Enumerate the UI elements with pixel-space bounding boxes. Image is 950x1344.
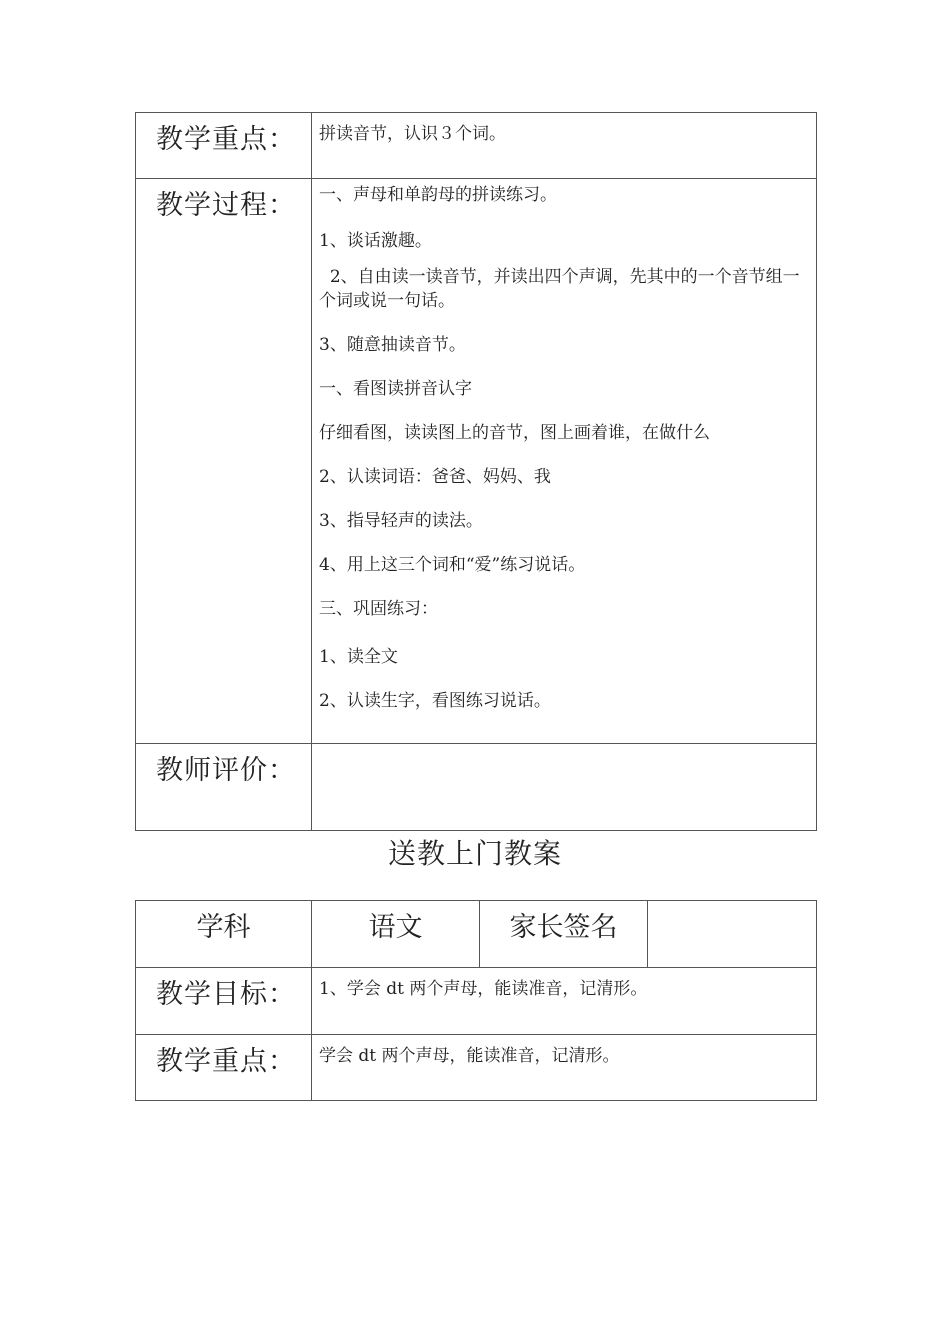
process-line: 1、读全文 <box>319 647 398 667</box>
process-line: 一、看图读拼音认字 <box>319 379 472 399</box>
process-line: 三、巩固练习： <box>319 599 438 619</box>
key-points-text-2: 学会 dt 两个声母，能读准音，记清形。 <box>312 1035 817 1101</box>
goal-text: 1、学会 dt 两个声母，能读准音，记清形。 <box>312 968 817 1035</box>
key-points-label: 教学重点： <box>136 113 312 179</box>
key-points-label-2: 教学重点： <box>136 1035 312 1101</box>
lesson-table-1 <box>135 112 817 831</box>
key-points-text: 拼读音节，认识３个词。 <box>312 113 817 179</box>
process-line: 仔细看图，读读图上的音节，图上画着谁，在做什么 <box>319 423 710 443</box>
process-line: 4、用上这三个词和“爱”练习说话。 <box>319 555 586 575</box>
process-line: 3、指导轻声的读法。 <box>319 511 483 531</box>
evaluation-cell <box>312 744 817 831</box>
page-title: 送教上门教案 <box>387 837 562 870</box>
parent-sign-value <box>648 901 817 968</box>
lesson-table-2 <box>135 900 817 1101</box>
process-line: 2、认读生字，看图练习说话。 <box>319 691 551 711</box>
goal-label: 教学目标： <box>136 968 312 1035</box>
process-line: 3、随意抽读音节。 <box>319 335 466 355</box>
process-line: 2、自由读一读音节，并读出四个声调，先其中的一个音节组一个词或说一句话。 <box>319 267 800 311</box>
process-line: 一、声母和单韵母的拼读练习。 <box>319 185 557 205</box>
evaluation-label: 教师评价： <box>136 744 312 831</box>
process-label: 教学过程： <box>136 179 312 744</box>
process-line: 2、认读词语：爸爸、妈妈、我 <box>319 467 551 487</box>
subject-label: 学科 <box>136 901 312 968</box>
process-line: 1、谈话激趣。 <box>319 231 432 251</box>
process-content <box>312 179 817 744</box>
subject-value: 语文 <box>312 901 480 968</box>
parent-sign-label: 家长签名 <box>480 901 648 968</box>
